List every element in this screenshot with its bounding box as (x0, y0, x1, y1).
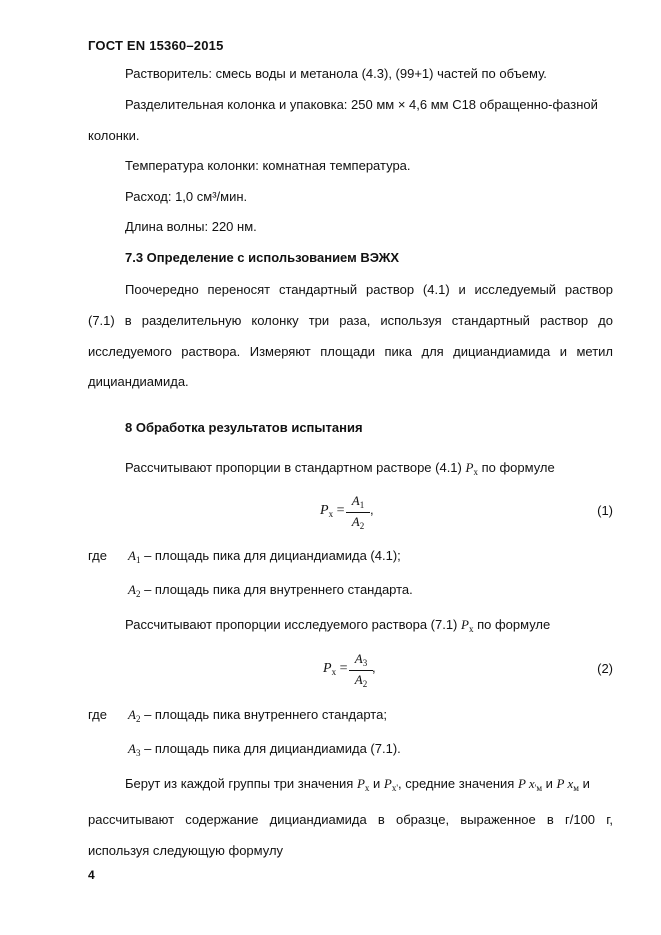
definition-a2-second: $A_2$ – площадь пика внутреннего стандарта; (128, 707, 387, 724)
paragraph-wavelength: Длина волны: 220 нм. (125, 219, 257, 234)
paragraph-7-3-line2: (7.1) в разделительную колонку три раза, используя стандартный раствор до (88, 313, 613, 328)
page-number: 4 (88, 868, 95, 882)
paragraph-flow: Расход: 1,0 см³/мин. (125, 189, 248, 204)
final-paragraph-line2: рассчитывают содержание дициандиамида в образце, выраженное в г/100 г, (88, 812, 613, 827)
calc-sentence-2: Рассчитывают пропорции исследуемого раствора (7.1) $P_x$ по формуле (125, 617, 551, 634)
definition-a1: $A_1$ – площадь пика для дициандиамида (4.1); (128, 548, 401, 565)
calc-sentence-1: Рассчитывают пропорции в стандартном растворе (4.1) $P_x$ по формуле (125, 460, 555, 477)
final-paragraph-line3: используя следующую формулу (88, 843, 284, 858)
paragraph-solvent: Растворитель: смесь воды и метанола (4.3), (99+1) частей по объему. (125, 66, 547, 81)
symbol-px: $P_x$ (465, 460, 478, 477)
paragraph-column-cont: колонки. (88, 128, 140, 143)
paragraph-7-3-line1: Поочередно переносят стандартный раствор (4.1) и исследуемый раствор (125, 282, 613, 297)
paragraph-7-3-line4: дициандиамида. (88, 374, 189, 389)
paragraph-temperature: Температура колонки: комнатная температура. (125, 158, 411, 173)
section-heading-8: 8 Обработка результатов испытания (125, 420, 363, 435)
equation-number-2: (2) (597, 661, 613, 676)
definition-a2: $A_2$ – площадь пика для внутреннего стандарта. (128, 582, 413, 599)
where-label-2: где (88, 707, 107, 722)
final-paragraph-line1: Берут из каждой группы три значения $P_x$ и $P_{x'}$, средние значения P $x_{'м}$ и P $x_м$ и (125, 776, 590, 793)
equation-number-1: (1) (597, 503, 613, 518)
paragraph-column: Разделительная колонка и упаковка: 250 мм × 4,6 мм С18 обращенно-фазной (125, 97, 598, 112)
paragraph-7-3-line3: исследуемого раствора. Измеряют площади пика для дициандиамида и метил (88, 344, 613, 359)
document-header: ГОСТ EN 15360–2015 (88, 38, 224, 53)
definition-a3: $A_3$ – площадь пика для дициандиамида (7.1). (128, 741, 401, 758)
where-label-1: где (88, 548, 107, 563)
section-heading-7-3: 7.3 Определение с использованием ВЭЖХ (125, 250, 400, 265)
